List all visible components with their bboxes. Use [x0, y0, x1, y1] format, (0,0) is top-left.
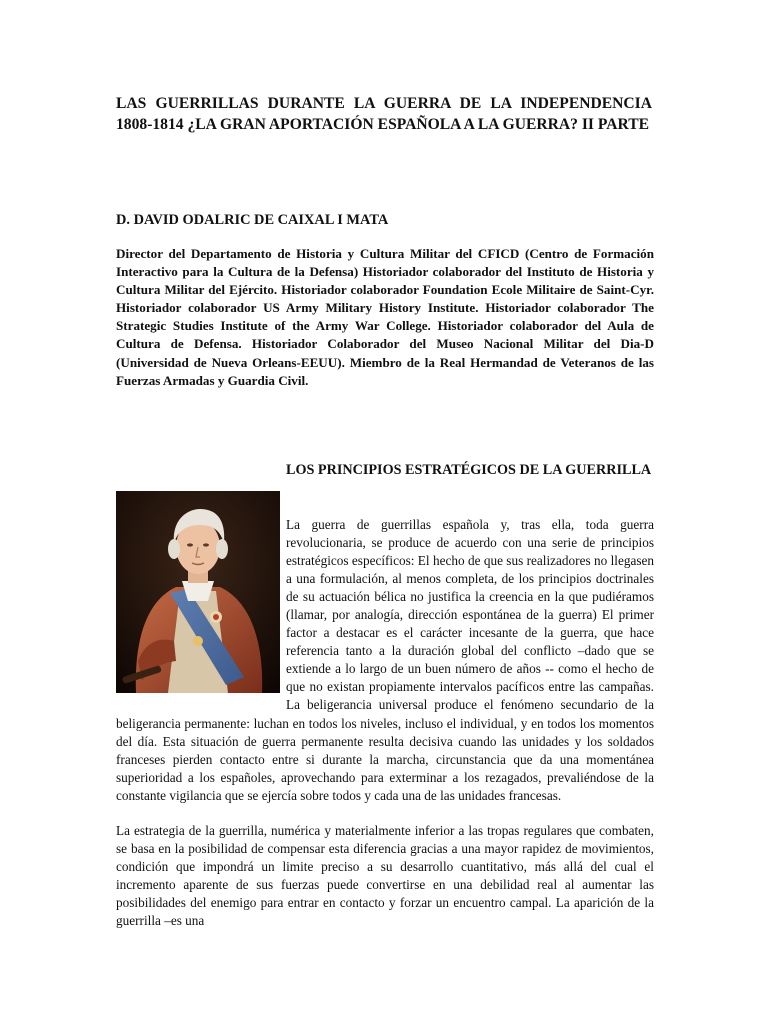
portrait-image [116, 491, 280, 693]
body-paragraph: La estrategia de la guerrilla, numérica y materialmente inferior a las tropas regulares que combaten, se basa en la posibilidad de compensar esta diferencia gracias a una mayor rapidez de movimientos, condición que impondrá un limite preciso a su desarrollo cuantitativo, más allá del cual el incremento aparente de sus fuerzas puede convertirse en una debilidad real al aumentar las posibilidades del enemigo para entrar en contacto y forzar un encuentro campal. La aparición de la guerrilla –es una [116, 822, 654, 928]
body-text [116, 516, 654, 930]
author-bio: Director del Departamento de Historia y Cultura Militar del CFICD (Centro de Formación Interactivo para la Cultura de la Defensa) Historiador colaborador del Instituto de Historia y Cultura Militar del Ejército. Historiador colaborador Foundation Ecole Militaire de Saint-Cyr. Historiador colaborador US Army Military History Institute. Historiador colaborador The Strategic Studies Institute of the Army War College. Historiador colaborador del Aula de Cultura de Defensa. Historiador Colaborador del Museo Nacional Militar del Dia-D (Universidad de Nueva Orleans-EEUU). Miembro de la Real Hermandad de Veteranos de las Fuerzas Armadas y Guardia Civil. [116, 246, 654, 388]
document-title: LAS GUERRILLAS DURANTE LA GUERRA DE LA INDEPENDENCIA 1808-1814 ¿LA GRAN APORTACIÓN ESPAÑOLA A LA GUERRA? II PARTE [116, 95, 652, 133]
body-paragraph: La guerra de guerrillas española y, tras ella, toda guerra revolucionaria, se produce de acuerdo con una serie de principios estratégicos específicos: El hecho de que sus realizadores no llegasen a una formulación, al menos completa, de los principios doctrinales de su actuación bélica no justifica la creencia en la que pudiéramos (llamar, por analogía, dirección espontánea de la guerra) El primer factor a destacar es el carácter incesante de la guerra, que hace referencia tanto a la duración global del conflicto –dado que se extiende a lo largo de un buen número de años -- como el hecho de que no existan propiamente intervalos pacíficos entre las campañas. La beligerancia universal produce el fenómeno secundario de la beligerancia permanente: luchan en todos los niveles, incluso el individual, y en todos los momentos del día. Esta situación de guerra permanente resulta decisiva cuando las unidades y los soldados franceses pierden contacto entre si durante la marcha, circunstancia que da una momentánea superioridad a los españoles, aprovechando para exterminar a los rezagados, prevaliéndose de la constante vigilancia que se ejercía sobre todos y cada una de las unidades francesas. [116, 517, 654, 803]
author-name: D. DAVID ODALRIC DE CAIXAL I MATA [116, 212, 389, 228]
section-title: LOS PRINCIPIOS ESTRATÉGICOS DE LA GUERRILLA [286, 462, 652, 478]
